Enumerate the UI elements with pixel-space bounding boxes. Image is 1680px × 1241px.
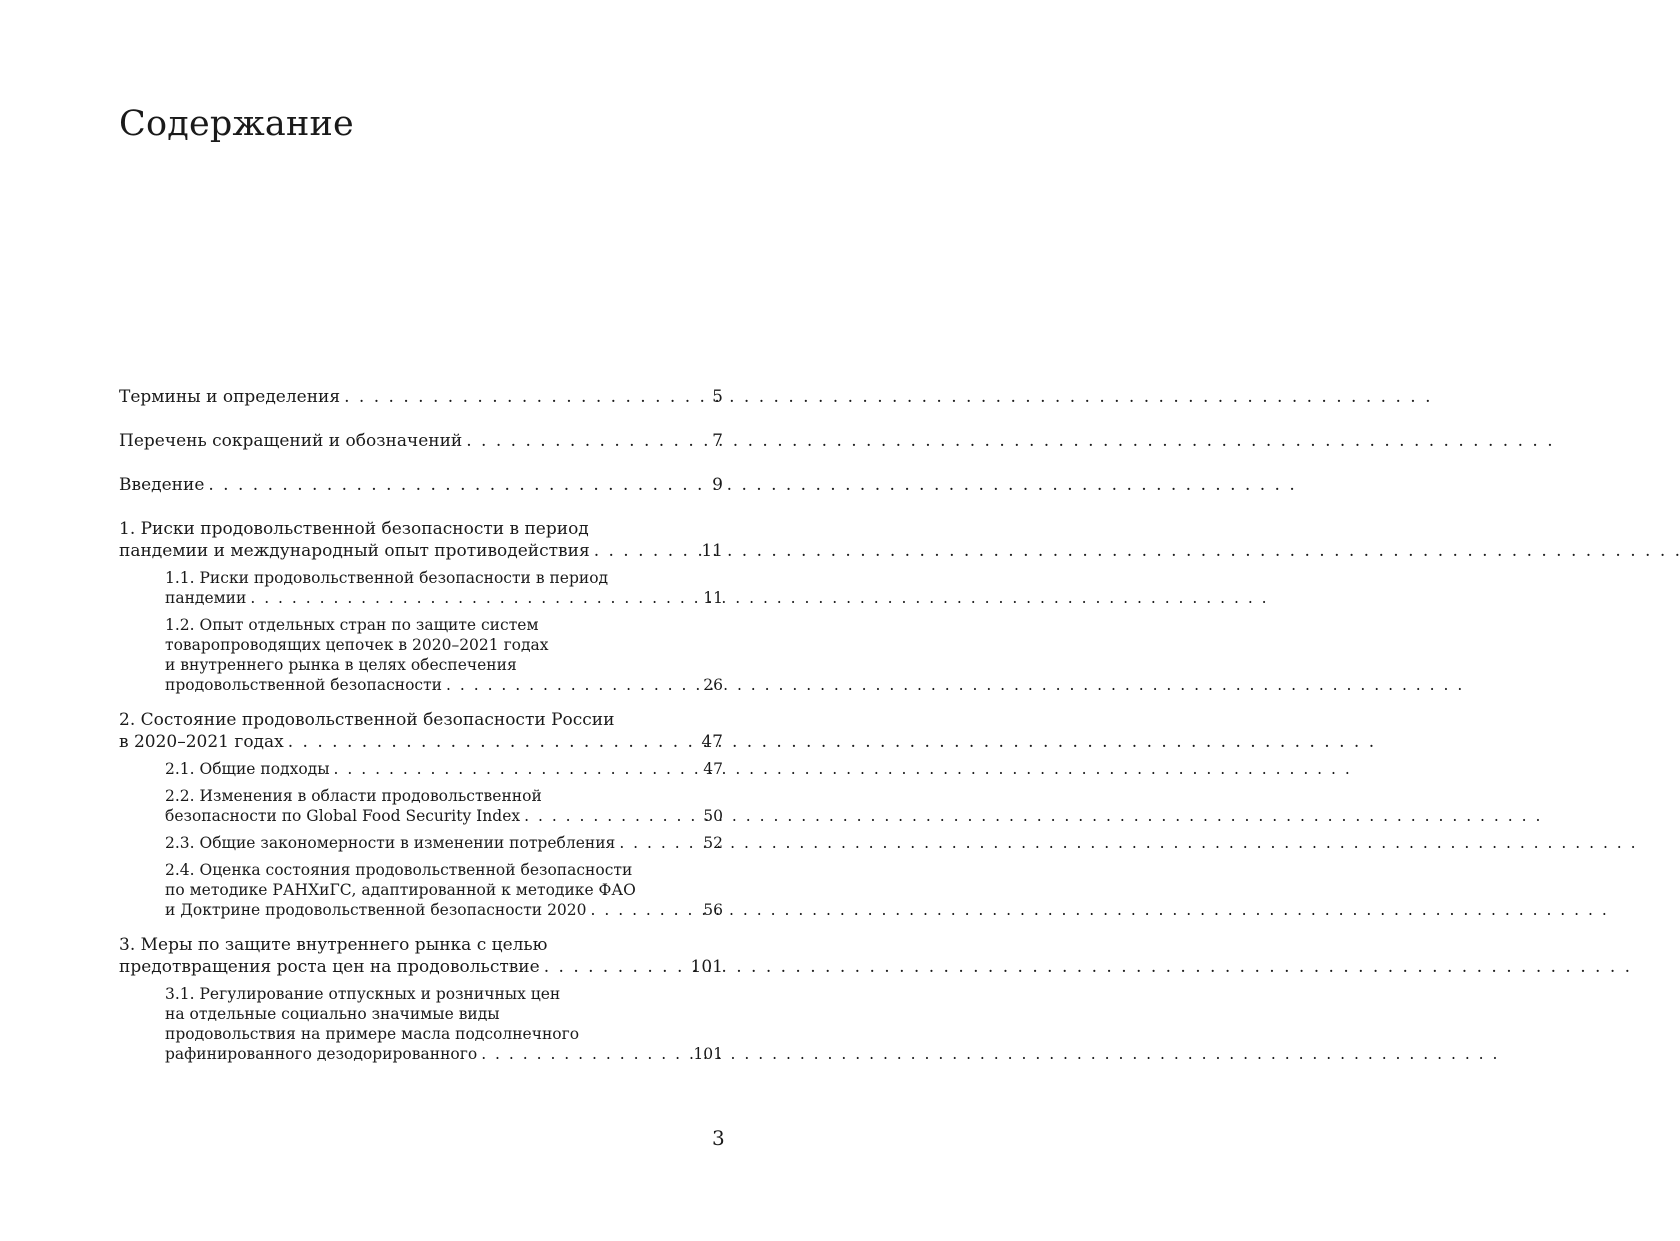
- toc-entry[interactable]: [119, 934, 723, 978]
- toc-subentry-title-line: продовольственной безопасности: [165, 676, 443, 694]
- toc-subentry-page-number: 47: [703, 760, 723, 778]
- toc-entry[interactable]: [119, 474, 723, 496]
- toc-subentry[interactable]: [165, 568, 723, 608]
- toc-entry[interactable]: [119, 386, 723, 408]
- toc-subentry-title-line: 1.2. Опыт отдельных стран по защите систем: [165, 616, 539, 634]
- toc-subentry-title-line: продовольствия на примере масла подсолнечного: [165, 1025, 580, 1043]
- toc-entry-page-number: 11: [701, 541, 723, 561]
- toc-entry-leader-line: [119, 430, 723, 452]
- toc-entry-title-line: 2. Состояние продовольственной безопасности России: [119, 710, 615, 730]
- toc-subentry-title-line: 1.1. Риски продовольственной безопасности в период: [165, 569, 609, 587]
- toc-subentry-page-number: 50: [703, 807, 723, 825]
- toc-entry-title-line: 1. Риски продовольственной безопасности в период: [119, 519, 589, 539]
- page-number: 3: [712, 1126, 725, 1150]
- dot-leader: [544, 956, 687, 978]
- dot-leader: [481, 1044, 689, 1064]
- toc-subentry-title-line: безопасности по Global Food Security Index: [165, 807, 521, 825]
- toc-entry-leader-line: [119, 474, 723, 496]
- toc-subentry[interactable]: [165, 833, 723, 853]
- toc-subentry-page-number: 56: [703, 901, 723, 919]
- toc-subentry-title-line: на отдельные социально значимые виды: [165, 1005, 500, 1023]
- toc-entry-title-line: Термины и определения: [119, 387, 341, 407]
- toc-subentry[interactable]: [165, 984, 723, 1064]
- toc-subentry-title-line: 2.2. Изменения в области продовольственной: [165, 787, 542, 805]
- page-title: Содержание: [119, 104, 354, 144]
- toc-subentry-title-line: и Доктрине продовольственной безопасности 2020: [165, 901, 587, 919]
- dot-leader: [208, 474, 708, 496]
- dot-leader: [250, 588, 699, 608]
- toc-subentry-leader-line: [165, 806, 723, 826]
- toc-subentry-leader-line: [165, 675, 723, 695]
- toc-entry-page-number: 101: [690, 957, 723, 977]
- toc-subentry-title-line: товаропроводящих цепочек в 2020–2021 годах: [165, 636, 549, 654]
- toc-subentry[interactable]: [165, 615, 723, 695]
- toc-entry-page-number: 7: [712, 431, 723, 451]
- toc-entry-page-number: 47: [701, 732, 723, 752]
- toc-entry-title-line: предотвращения роста цен на продовольствие: [119, 957, 540, 977]
- dot-leader: [524, 806, 699, 826]
- toc-subentry-leader-line: [165, 900, 723, 920]
- toc-entry-leader-line: [119, 540, 723, 562]
- dot-leader: [344, 386, 708, 408]
- toc-subentry-title-line: и внутреннего рынка в целях обеспечения: [165, 656, 517, 674]
- toc-subentry-title-line: 2.1. Общие подходы: [165, 760, 330, 778]
- toc-subentry-page-number: 26: [703, 676, 723, 694]
- toc-entry[interactable]: [119, 518, 723, 562]
- toc-entry[interactable]: [119, 709, 723, 753]
- toc-entry-page-number: 9: [712, 475, 723, 495]
- toc-subentry-leader-line: [165, 1044, 723, 1064]
- toc-subentry[interactable]: [165, 860, 723, 920]
- toc-subentry-leader-line: [165, 588, 723, 608]
- dot-leader: [288, 731, 698, 753]
- dot-leader: [619, 833, 699, 853]
- toc-entry[interactable]: [119, 430, 723, 452]
- toc-entry-title-line: Перечень сокращений и обозначений: [119, 431, 463, 451]
- toc-subentry[interactable]: [165, 786, 723, 826]
- toc-entry-title-line: 3. Меры по защите внутреннего рынка с целью: [119, 935, 548, 955]
- toc-entry-title-line: в 2020–2021 годах: [119, 732, 284, 752]
- toc-subsection-list: [165, 568, 723, 695]
- dot-leader: [446, 675, 699, 695]
- toc-entry-page-number: 5: [712, 387, 723, 407]
- toc-subentry[interactable]: [165, 759, 723, 779]
- dot-leader: [591, 900, 700, 920]
- toc-subentry-title-line: 2.4. Оценка состояния продовольственной безопасности: [165, 861, 633, 879]
- toc-subentry-title-line: 2.3. Общие закономерности в изменении потребления: [165, 834, 616, 852]
- toc-subentry-title-line: пандемии: [165, 589, 247, 607]
- toc-subentry-title-line: 3.1. Регулирование отпускных и розничных цен: [165, 985, 561, 1003]
- toc-entry-leader-line: [119, 731, 723, 753]
- dot-leader: [466, 430, 708, 452]
- toc-entry-title-line: пандемии и международный опыт противодействия: [119, 541, 590, 561]
- dot-leader: [594, 540, 698, 562]
- toc-subsection-list: [165, 759, 723, 920]
- toc-entry-leader-line: [119, 386, 723, 408]
- toc-subentry-page-number: 11: [703, 589, 723, 607]
- toc-subentry-leader-line: [165, 759, 723, 779]
- toc-subsection-list: [165, 984, 723, 1064]
- toc-subentry-page-number: 101: [693, 1045, 723, 1063]
- table-of-contents: [119, 386, 723, 1078]
- toc-subentry-title-line: рафинированного дезодорированного: [165, 1045, 478, 1063]
- toc-entry-leader-line: [119, 956, 723, 978]
- dot-leader: [334, 759, 700, 779]
- toc-subentry-page-number: 52: [703, 834, 723, 852]
- toc-entry-title-line: Введение: [119, 475, 205, 495]
- toc-subentry-title-line: по методике РАНХиГС, адаптированной к методике ФАО: [165, 881, 636, 899]
- toc-subentry-leader-line: [165, 833, 723, 853]
